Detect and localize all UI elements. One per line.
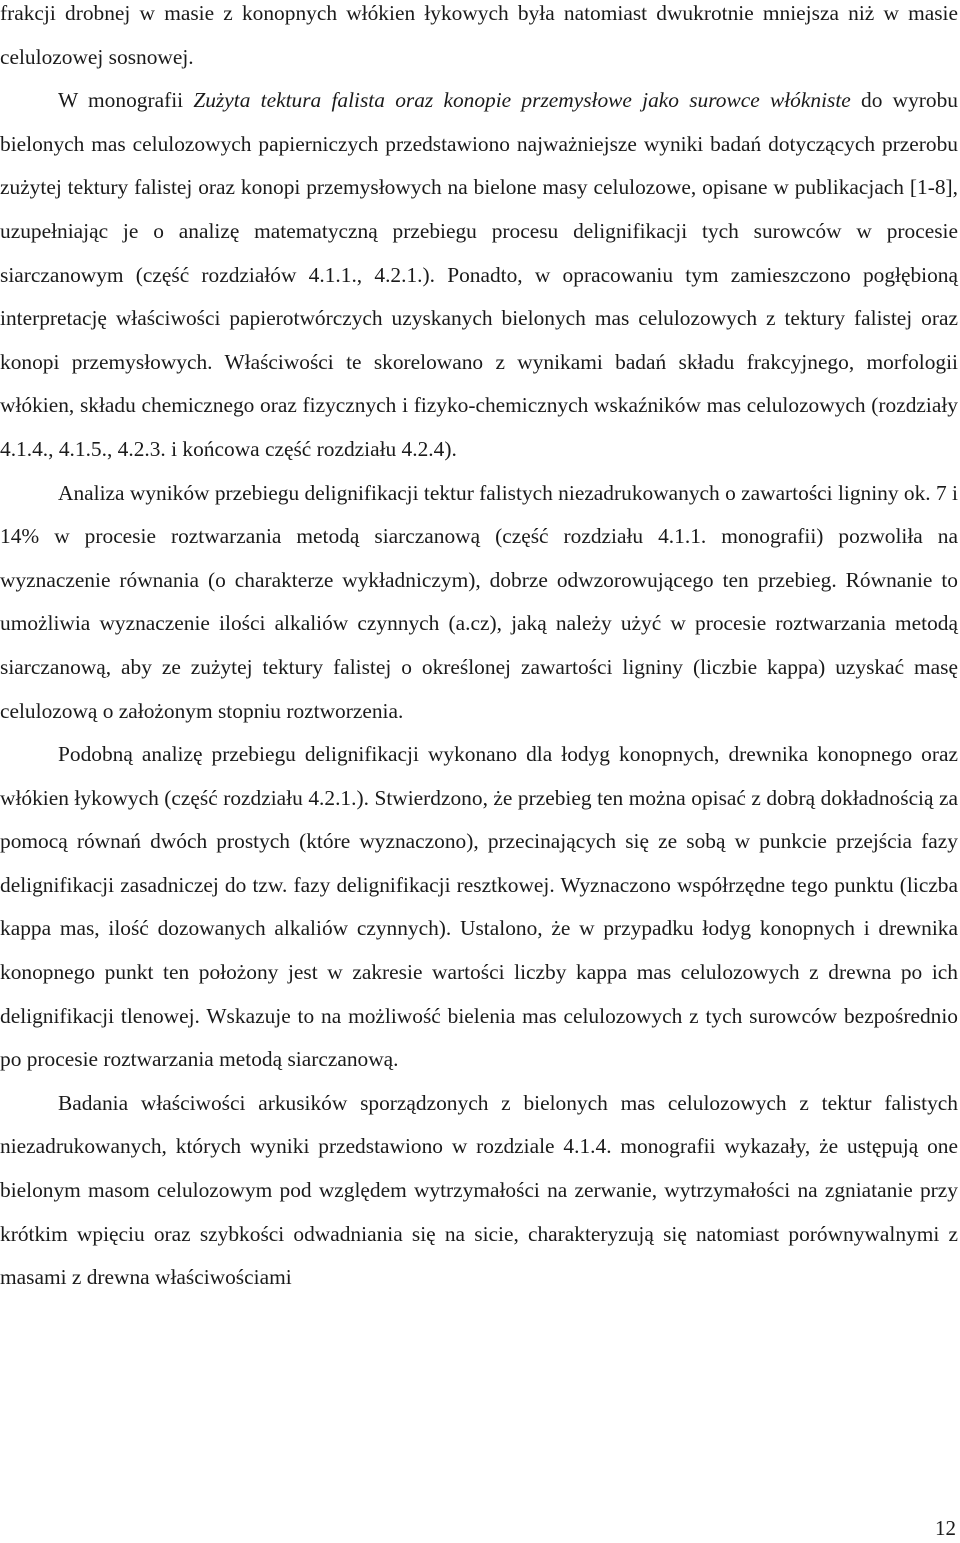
paragraph-3: Analiza wyników przebiegu delignifikacji tektur falistych niezadrukowanych o zawartości ligniny ok. 7 i 14% w procesie roztwarzania metodą siarczanową (część rozdziału 4.1.1. monografii) pozwoliła na wyznaczenie równania (o charakterze wykładniczym), dobrze odwzorowującego ten przebieg. Równanie to umożliwia wyznaczenie ilości alkaliów czynnych (a.cz), jaką należy użyć w procesie roztwarzania metodą siarczanową, aby ze zużytej tektury falistej o określonej zawartości ligniny (liczbie kappa) uzyskać masę celulozową o założonym stopniu roztworzenia. bbox=[0, 480, 958, 723]
paragraph-4: Podobną analizę przebiegu delignifikacji wykonano dla łodyg konopnych, drewnika konopnego oraz włókien łykowych (część rozdziału 4.2.1.). Stwierdzono, że przebieg ten można opisać z dobrą dokładnością za pomocą równań dwóch prostych (które wyznaczono), przecinających się ze sobą w punkcie przejścia fazy delignifikacji zasadniczej do tzw. fazy delignifikacji resztkowej. Wyznaczono współrzędne tego punktu (liczba kappa mas, ilość dozowanych alkaliów czynnych). Ustalono, że w przypadku łodyg konopnych i drewnika konopnego punkt ten położony jest w zakresie wartości liczby kappa mas celulozowych z drewna po ich delignifikacji tlenowej. Wskazuje to na możliwość bielenia mas celulozowych z tych surowców bezpośrednio po procesie roztwarzania metodą siarczanową. bbox=[0, 742, 958, 1072]
paragraph-2 bbox=[0, 79, 958, 471]
monograph-title: Zużyta tektura falista oraz konopie przemysłowe jako surowce włókniste bbox=[193, 88, 851, 113]
page-number: 12 bbox=[935, 1516, 956, 1540]
paragraph-2-body: do wyrobu bielonych mas celulozowych papierniczych przedstawiono najważniejsze wyniki badań dotyczących przerobu zużytej tektury falistej oraz konopi przemysłowych na bielone masy celulozowe, opisane w publikacjach [1-8], uzupełniając je o analizę matematyczną przebiegu procesu delignifikacji tych surowców w procesie siarczanowym (część rozdziałów 4.1.1., 4.2.1.). Ponadto, w opracowaniu tym zamieszczono pogłębioną interpretację właściwości papierotwórczych uzyskanych bielonych mas celulozowych z tektury falistej oraz konopi przemysłowych. Właściwości te skorelowano z wynikami badań składu frakcyjnego, morfologii włókien, składu chemicznego oraz fizycznych i fizyko-chemicznych wskaźników mas celulozowych (rozdziały 4.1.4., 4.1.5., 4.2.3. i końcowa część rozdziału 4.2.4). bbox=[0, 88, 959, 461]
paragraph-2-lead: W monografii bbox=[58, 88, 194, 113]
paragraph-5: Badania właściwości arkusików sporządzonych z bielonych mas celulozowych z tektur falistych niezadrukowanych, których wyniki przedstawiono w rozdziale 4.1.4. monografii wykazały, że ustępują one bielonym masom celulozowym pod względem wytrzymałości na zerwanie, wytrzymałości na zgniatanie przy krótkim wpięciu oraz szybkości odwadniania się na sicie, charakteryzują się natomiast porównywalnymi z masami z drewna właściwościami bbox=[0, 1090, 958, 1290]
paragraph-1: frakcji drobnej w masie z konopnych włókien łykowych była natomiast dwukrotnie mniejsza niż w masie celulozowej sosnowej. bbox=[0, 1, 958, 69]
